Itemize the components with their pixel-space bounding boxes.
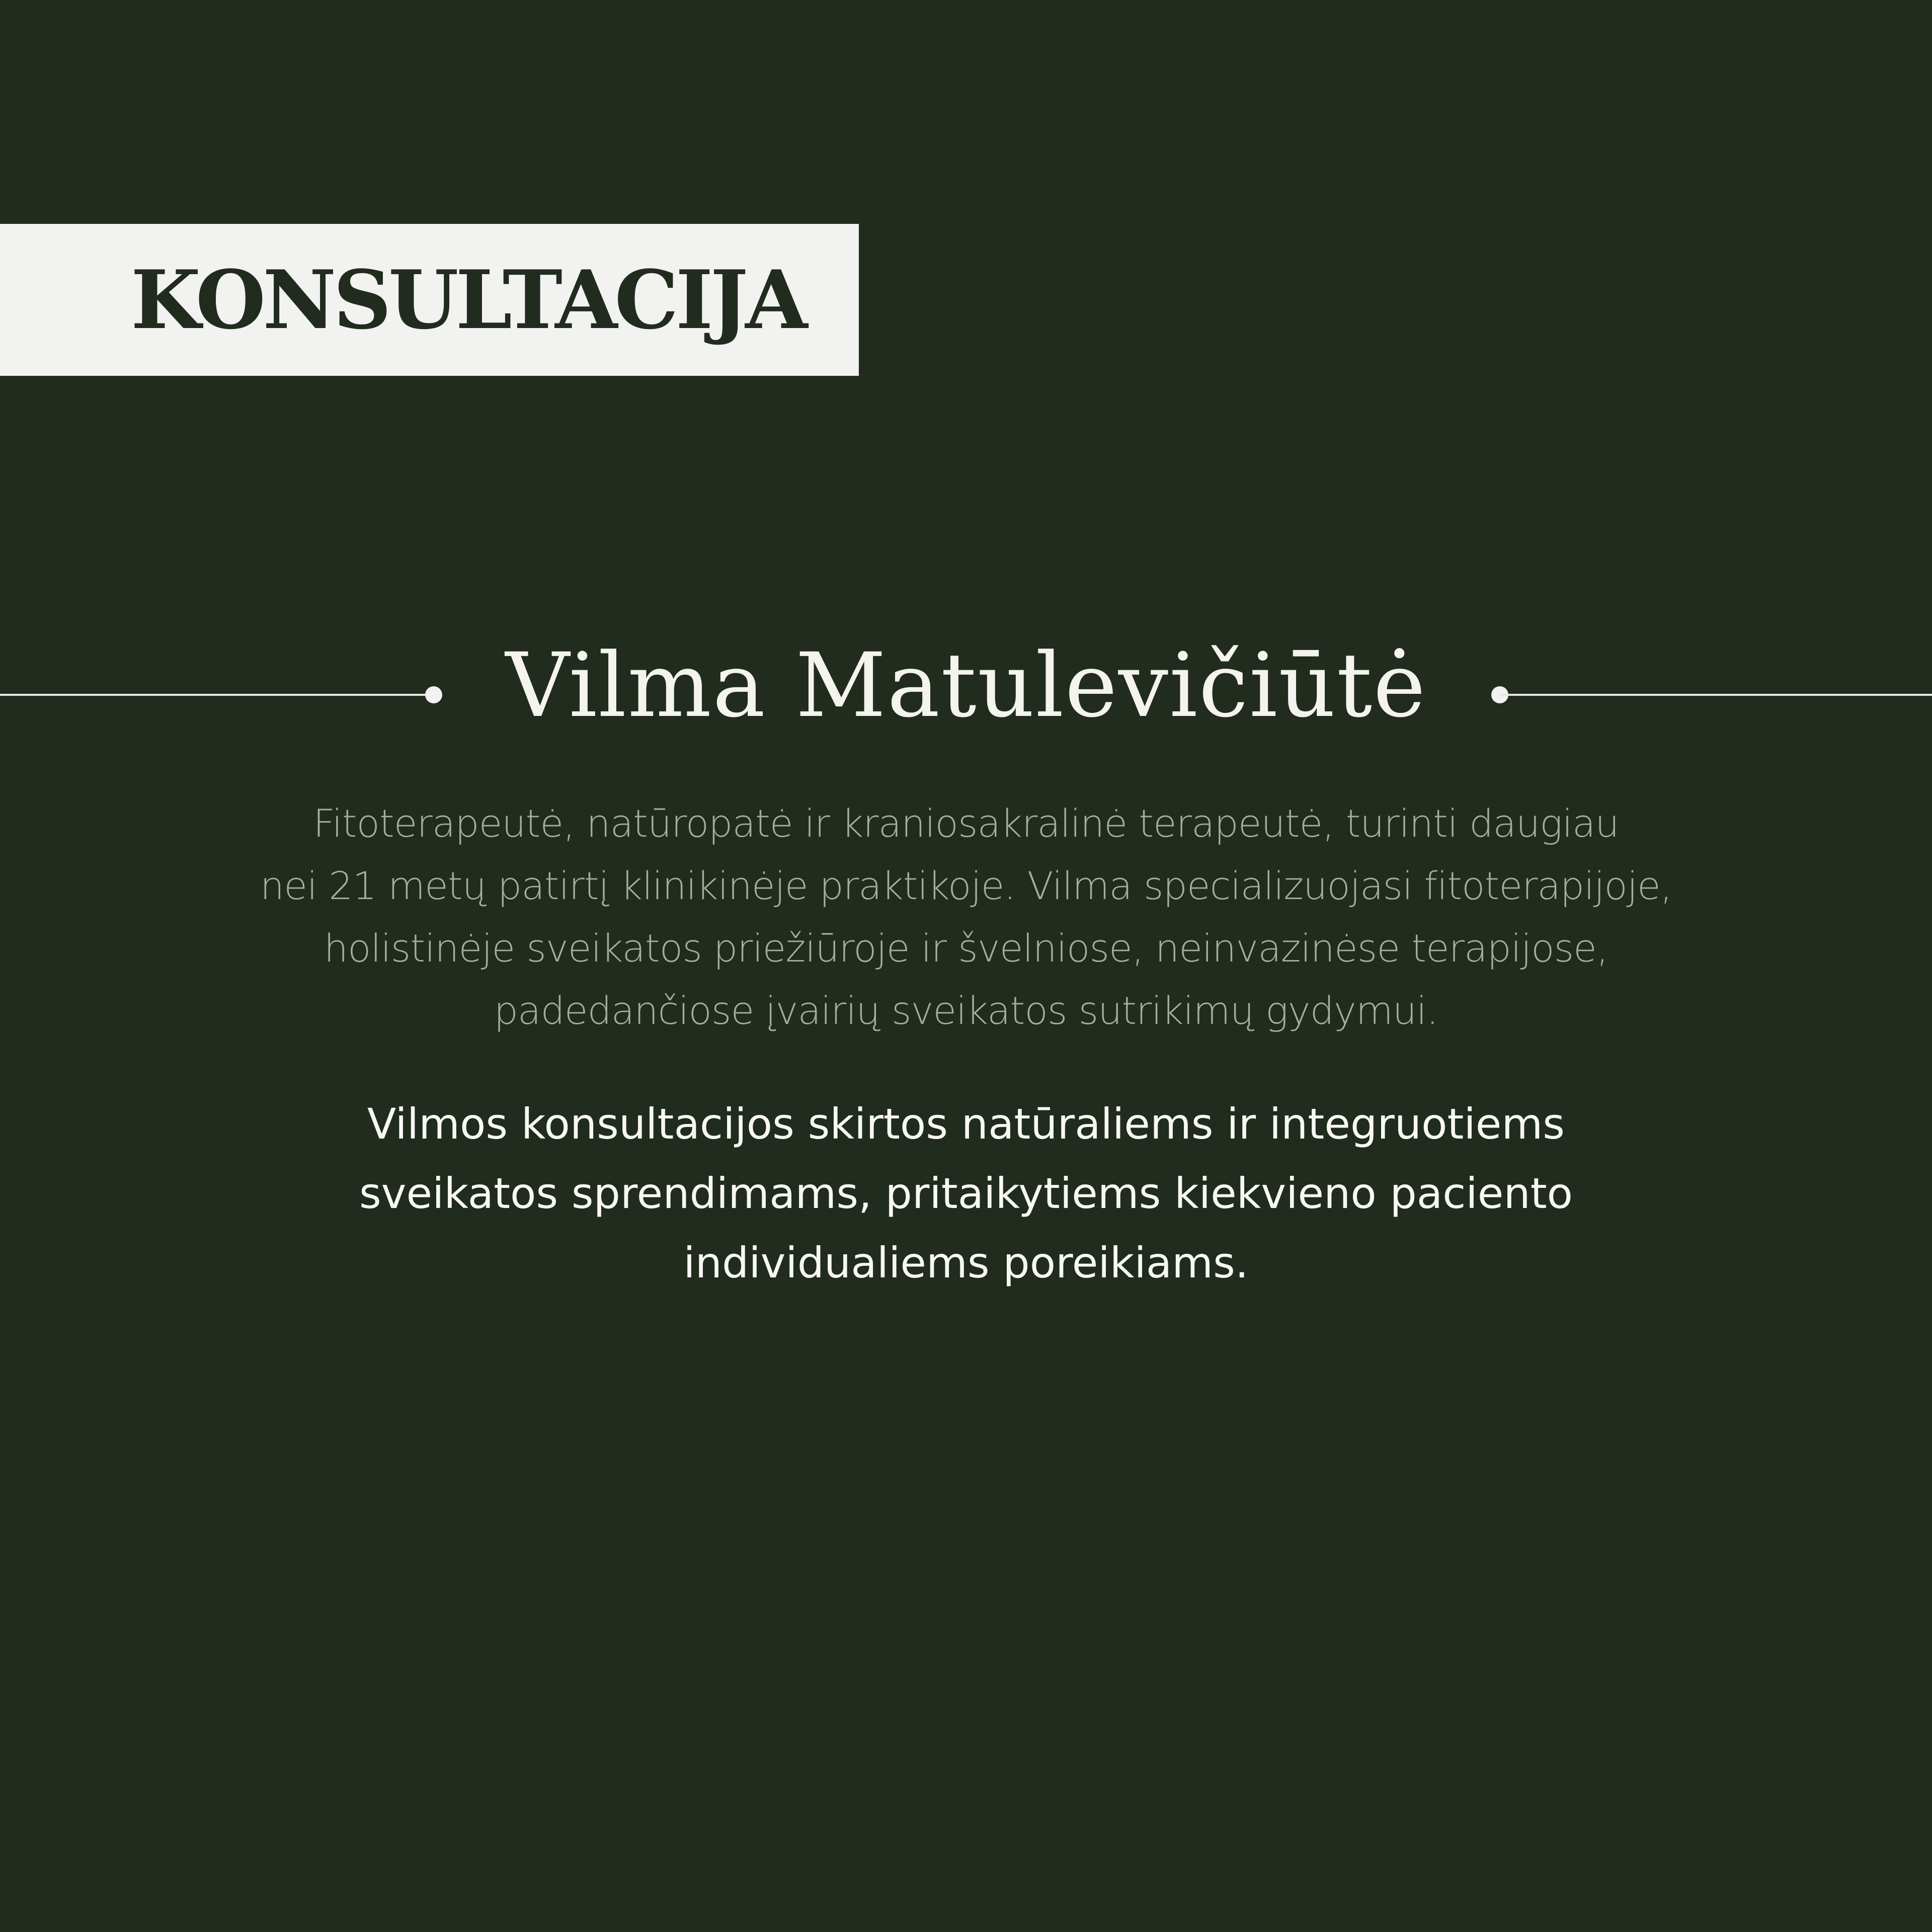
decorative-line-right bbox=[1499, 694, 1932, 696]
therapist-name: Vilma Matulevičiūtė bbox=[505, 634, 1427, 737]
consultation-summary: Vilmos konsultacijos skirtos natūraliems ir integruotiems sveikatos sprendimams, pritaikytiems kiekvieno paciento individualiems poreikiams. bbox=[359, 1099, 1573, 1287]
label-title: KONSULTACIJA bbox=[131, 253, 805, 347]
decorative-dot-left bbox=[425, 686, 442, 703]
decorative-line-left bbox=[0, 694, 433, 696]
therapist-description: Fitoterapeutė, natūropatė ir kraniosakralinė terapeutė, turinti daugiau nei 21 metų patirtį klinikinėje praktikoje. Vilma specializuojasi fitoterapijoje, holistinėje sveikatos priežiūroje ir švelniose, neinvazinėse terapijose, padedančiose įvairių sveikatos sutrikimų gydymui. bbox=[260, 801, 1672, 1033]
label-banner bbox=[0, 224, 859, 376]
